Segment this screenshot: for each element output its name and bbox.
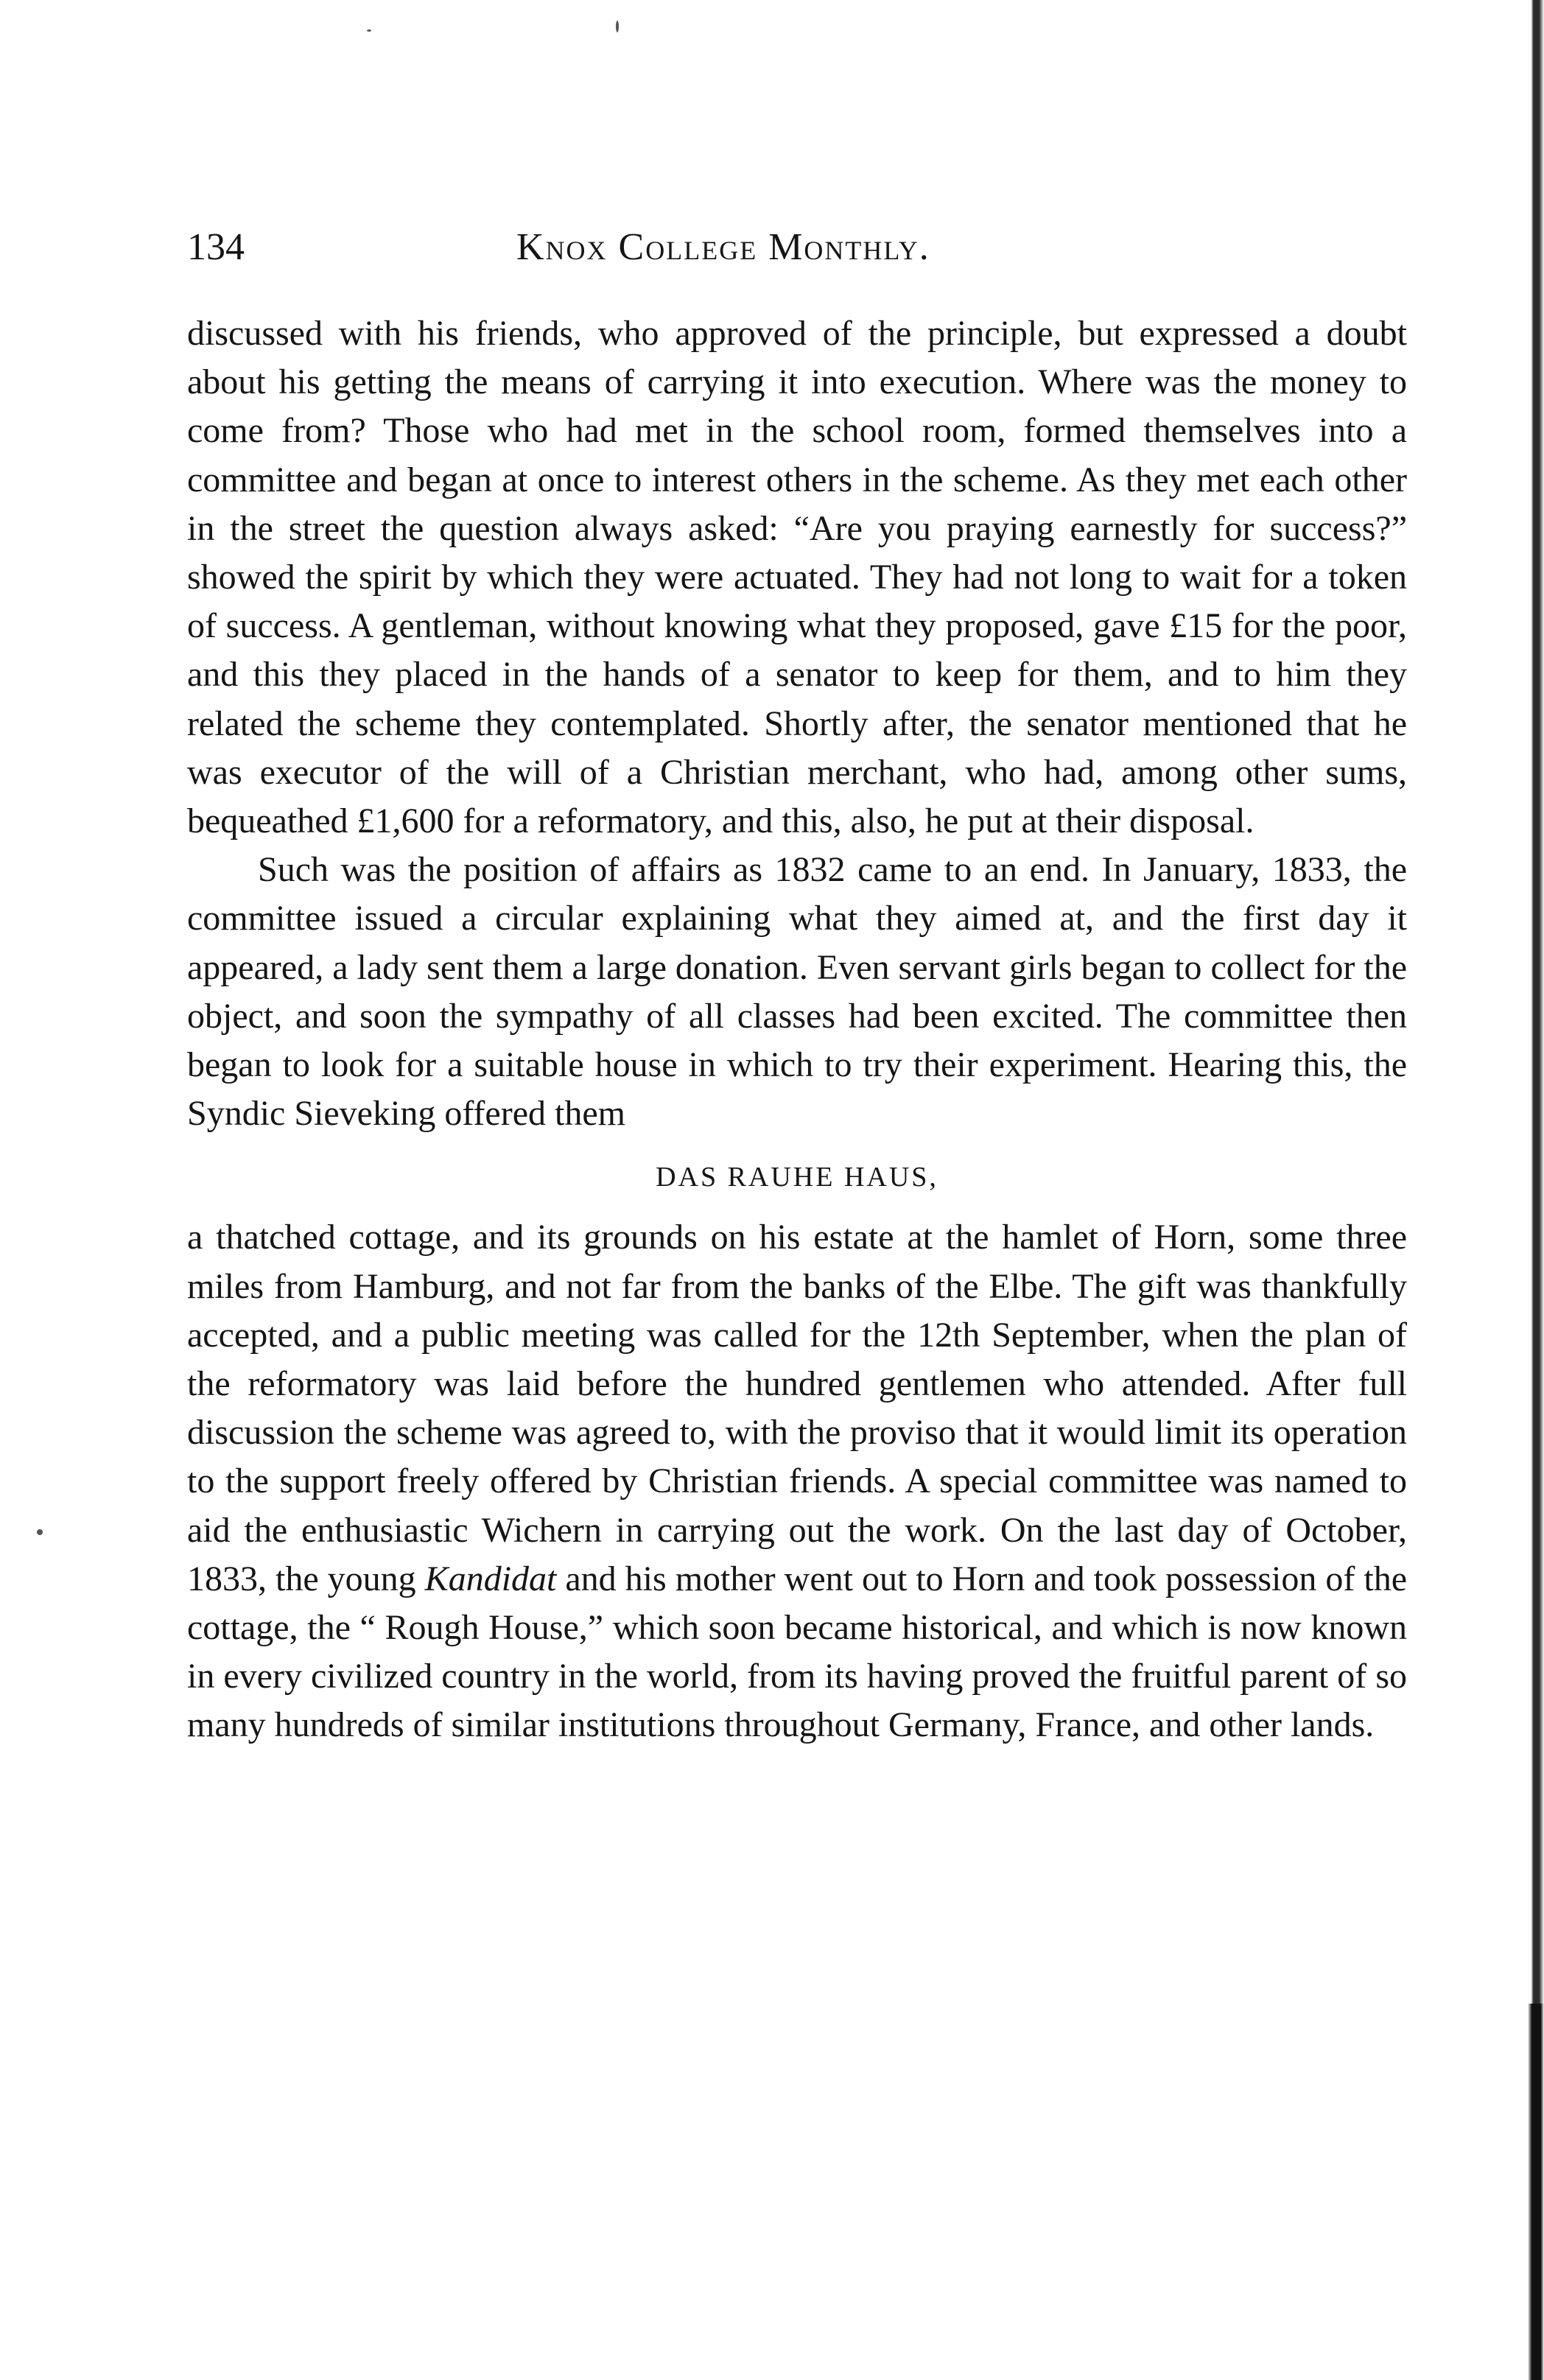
paragraph-text: a thatched cottage, and its grounds on his estate at the hamlet of Horn, some three miles from Hamburg, and not far from the banks of the Elbe. The gift was thankfully accepted, and a public meeting was called for the 12th September, when the plan of the reformatory was laid before the hundred gentlemen who attended. After full discussion the scheme was agreed to, with the proviso that it would limit its operation to the support freely offered by Christian friends. A special committee was named to aid the enthusiastic Wichern in carrying out the work. On the last day of October, 1833, the young [187,1218,1407,1598]
running-head [187,218,1407,277]
italic-term: Kandidat [424,1559,557,1598]
paragraph: Such was the position of affairs as 1832 came to an end. In January, 1833, the committee issued a circular explaining what they aimed at, and the first day it appeared, a lady sent them a large donation. Even servant girls began to collect for the object, and soon the sympathy of all classes had been excited. The committee then began to look for a suitable house in which to try their experiment. Hearing this, the Syndic Sieveking offered them [187,850,1407,1134]
body-text [187,309,1407,1750]
scan-speck [37,1529,43,1535]
page-number: 134 [187,226,245,268]
section-heading: DAS RAUHE HAUS, [656,1162,938,1193]
paragraph-text: and his mother went out to Horn and took possession of the cottage, the “ Rough House,” which soon became historical, and which is now known in every civilized country in the world, from its having proved the fruitful parent of so many hundreds of similar institutions throughout Germany, France, and other lands. [187,1559,1408,1745]
scan-speck [616,21,619,32]
scan-speck [367,29,371,32]
paragraph [187,1213,1407,1749]
paragraph: discussed with his friends, who approved of the principle, but expressed a doubt about his getting the means of carrying it into execution. Where was the money to come from? Those who had met in the school room, formed themselves into a committee and began at once to interest others in the scheme. As they met each other in the street the question always asked: “Are you praying earnestly for success?” showed the spirit by which they were actuated. They had not long to wait for a token of success. A gentleman, without knowing what they proposed, gave £15 for the poor, and this they placed in the hands of a senator to keep for them, and to him they related the scheme they contemplated. Shortly after, the senator mentioned that he was executor of the will of a Christian merchant, who had, among other sums, bequeathed £1,600 for a reformatory, and this, also, he put at their disposal. [187,314,1407,841]
running-title: Knox College Monthly. [516,226,930,268]
binding-edge-shadow-dark [1528,2004,1544,2380]
